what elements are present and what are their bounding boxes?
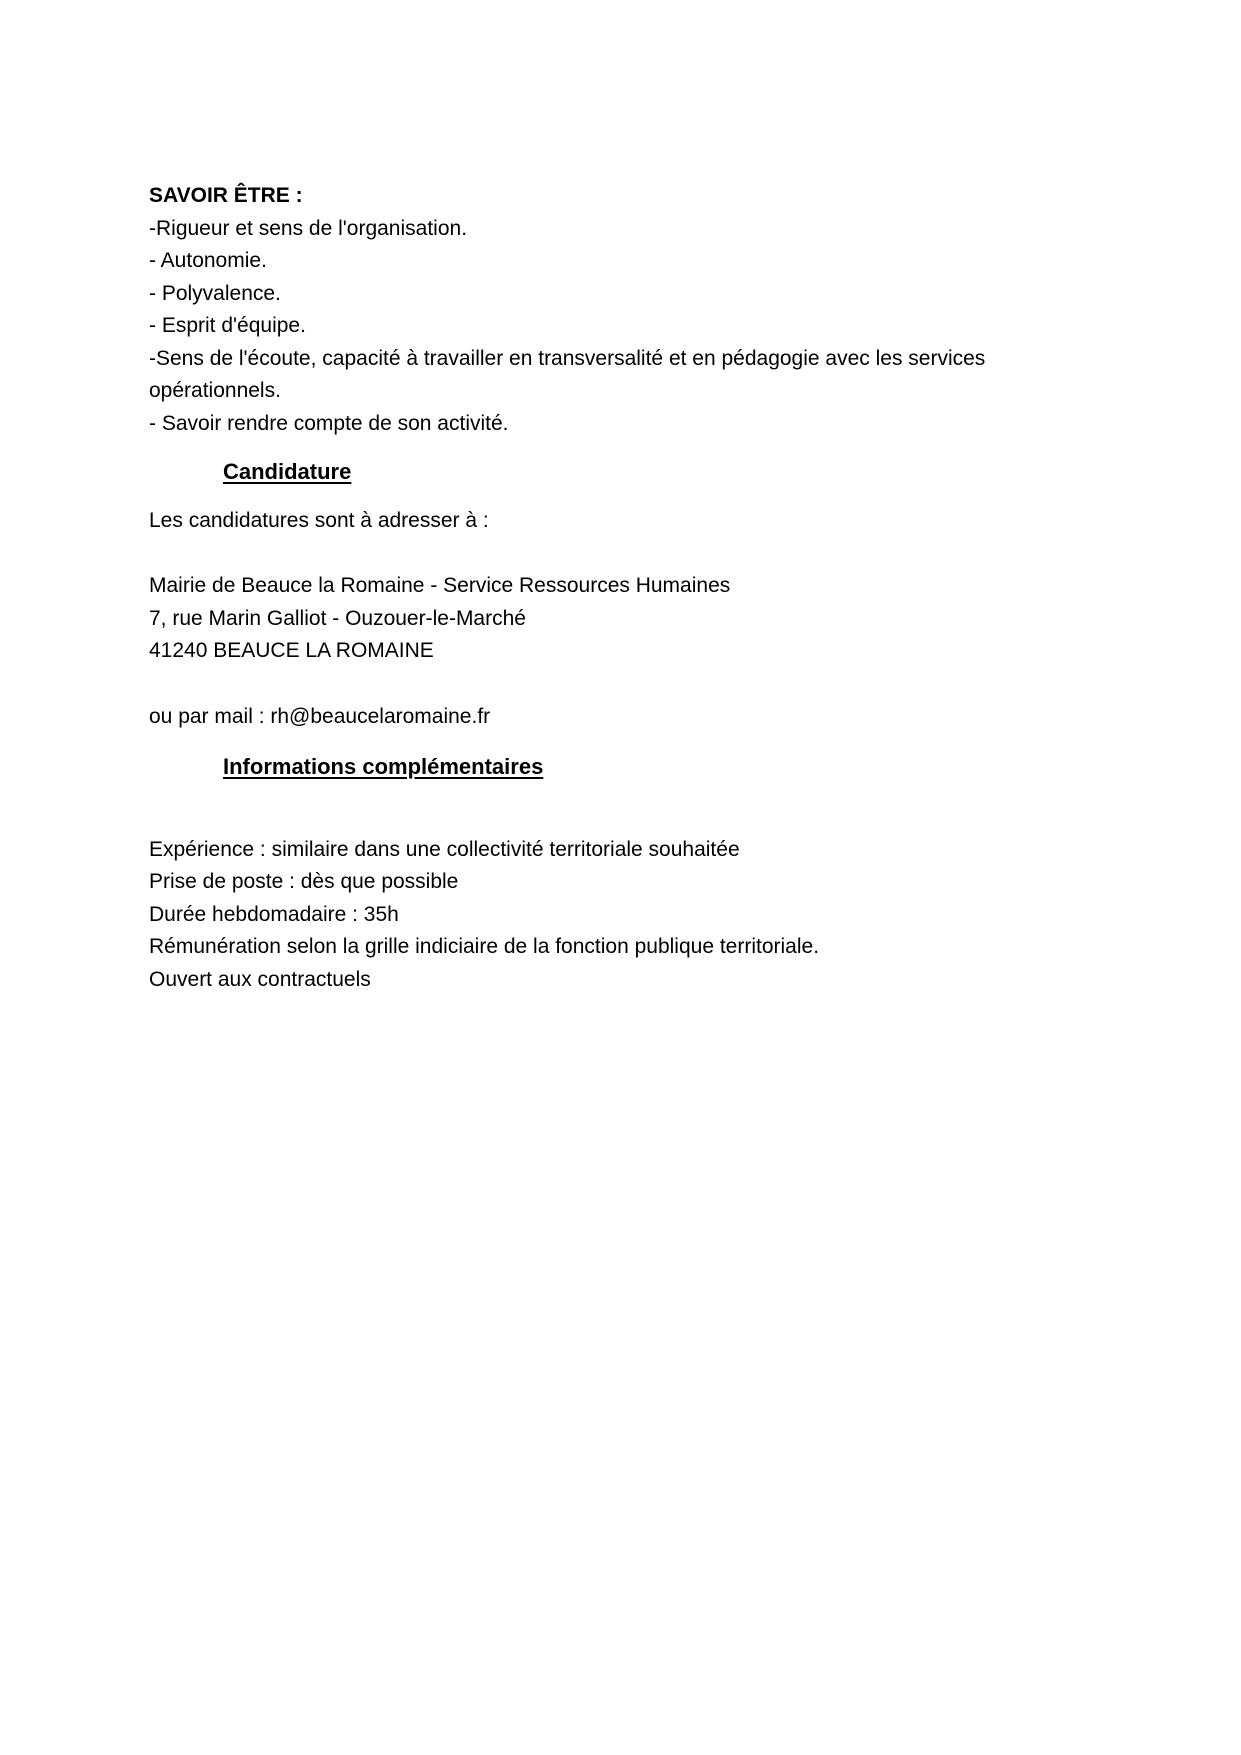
- info-item: Ouvert aux contractuels: [149, 967, 371, 991]
- savoir-etre-title: SAVOIR ÊTRE :: [149, 184, 303, 207]
- info-item: Rémunération selon la grille indiciaire de la fonction publique territoriale.: [149, 935, 820, 958]
- informations-heading: Informations complémentaires: [223, 754, 544, 779]
- informations-section: [149, 751, 1109, 996]
- address-line: 7, rue Marin Galliot - Ouzouer-le-Marché: [149, 606, 526, 630]
- savoir-etre-item: -Sens de l'écoute, capacité à travailler en transversalité et en pédagogie avec les services: [149, 346, 986, 370]
- candidature-intro: Les candidatures sont à adresser à :: [149, 508, 489, 532]
- document-content: [149, 180, 1109, 996]
- address-line: Mairie de Beauce la Romaine - Service Ressources Humaines: [149, 574, 731, 597]
- info-item: Durée hebdomadaire : 35h: [149, 902, 399, 926]
- mail-line: ou par mail : rh@beaucelaromaine.fr: [149, 704, 491, 728]
- savoir-etre-item: - Autonomie.: [149, 249, 267, 272]
- savoir-etre-item: - Esprit d'équipe.: [149, 314, 306, 337]
- candidature-heading: Candidature: [223, 459, 352, 484]
- info-item: Prise de poste : dès que possible: [149, 870, 459, 893]
- savoir-etre-item: opérationnels.: [149, 379, 281, 402]
- address-line: 41240 BEAUCE LA ROMAINE: [149, 639, 434, 662]
- info-item: Expérience : similaire dans une collectivité territoriale souhaitée: [149, 837, 740, 861]
- candidature-section: [149, 456, 1109, 733]
- savoir-etre-item: - Savoir rendre compte de son activité.: [149, 411, 509, 435]
- savoir-etre-item: -Rigueur et sens de l'organisation.: [149, 216, 468, 240]
- savoir-etre-item: - Polyvalence.: [149, 281, 281, 305]
- savoir-etre-section: [149, 180, 1109, 440]
